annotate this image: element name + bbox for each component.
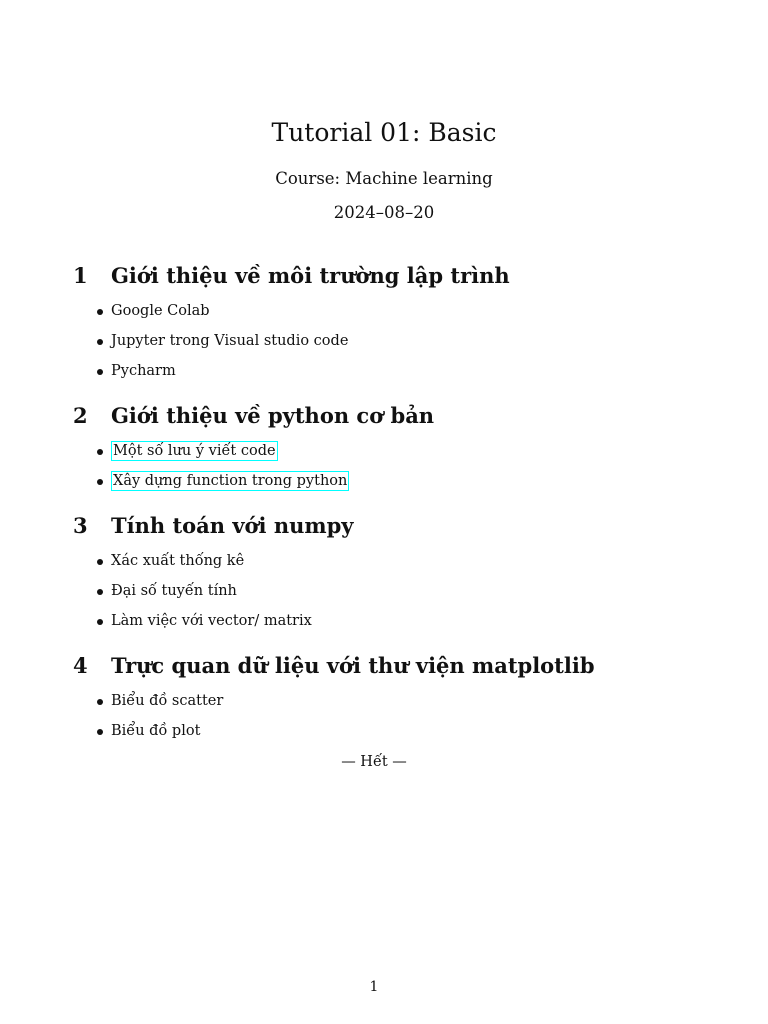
link-code-notes[interactable]: Một số lưu ý viết code <box>113 443 276 459</box>
list-item <box>73 576 713 606</box>
list-item <box>73 326 713 356</box>
bullet-list <box>73 436 713 496</box>
bullet-icon <box>97 369 103 375</box>
bullet-icon <box>97 479 103 485</box>
bullet-list <box>73 686 713 746</box>
section-4 <box>73 652 713 746</box>
section-title: Giới thiệu về môi trường lập trình <box>111 263 510 288</box>
list-item-text: Làm việc với vector/ matrix <box>111 613 312 629</box>
document-course: Course: Machine learning <box>275 169 493 188</box>
section-heading <box>73 652 713 680</box>
section-title: Giới thiệu về python cơ bản <box>111 403 435 428</box>
section-3 <box>73 512 713 636</box>
end-mark: — Hết — <box>341 754 407 770</box>
list-item <box>73 716 713 746</box>
section-number: 2 <box>73 403 88 428</box>
list-item-text: Pycharm <box>111 363 176 379</box>
section-heading <box>73 262 713 290</box>
page-number: 1 <box>369 979 379 995</box>
section-title: Trực quan dữ liệu với thư viện matplotlib <box>111 653 595 678</box>
bullet-icon <box>97 559 103 565</box>
list-item-text: Xác xuất thống kê <box>111 553 245 569</box>
bullet-list <box>73 546 713 636</box>
list-item-text: Biểu đồ plot <box>111 723 201 739</box>
list-item <box>73 686 713 716</box>
section-1 <box>73 262 713 386</box>
list-item <box>73 436 713 466</box>
list-item <box>73 356 713 386</box>
list-item-text: Đại số tuyến tính <box>111 583 237 599</box>
bullet-icon <box>97 619 103 625</box>
list-item-text: Biểu đồ scatter <box>111 693 224 709</box>
list-item-text: Google Colab <box>111 303 210 319</box>
bullet-icon <box>97 729 103 735</box>
section-heading <box>73 512 713 540</box>
bullet-icon <box>97 339 103 345</box>
section-number: 3 <box>73 513 88 538</box>
list-item-text: Jupyter trong Visual studio code <box>111 333 349 349</box>
section-2 <box>73 402 713 496</box>
document-title: Tutorial 01: Basic <box>271 118 497 147</box>
link-python-functions[interactable]: Xây dựng function trong python <box>113 473 348 489</box>
bullet-icon <box>97 309 103 315</box>
list-item <box>73 466 713 496</box>
section-number: 4 <box>73 653 88 678</box>
section-number: 1 <box>73 263 88 288</box>
list-item <box>73 546 713 576</box>
document-date: 2024–08–20 <box>333 203 435 222</box>
list-item <box>73 606 713 636</box>
bullet-icon <box>97 699 103 705</box>
bullet-icon <box>97 449 103 455</box>
section-heading <box>73 402 713 430</box>
list-item <box>73 296 713 326</box>
section-title: Tính toán với numpy <box>111 513 354 538</box>
bullet-list <box>73 296 713 386</box>
bullet-icon <box>97 589 103 595</box>
